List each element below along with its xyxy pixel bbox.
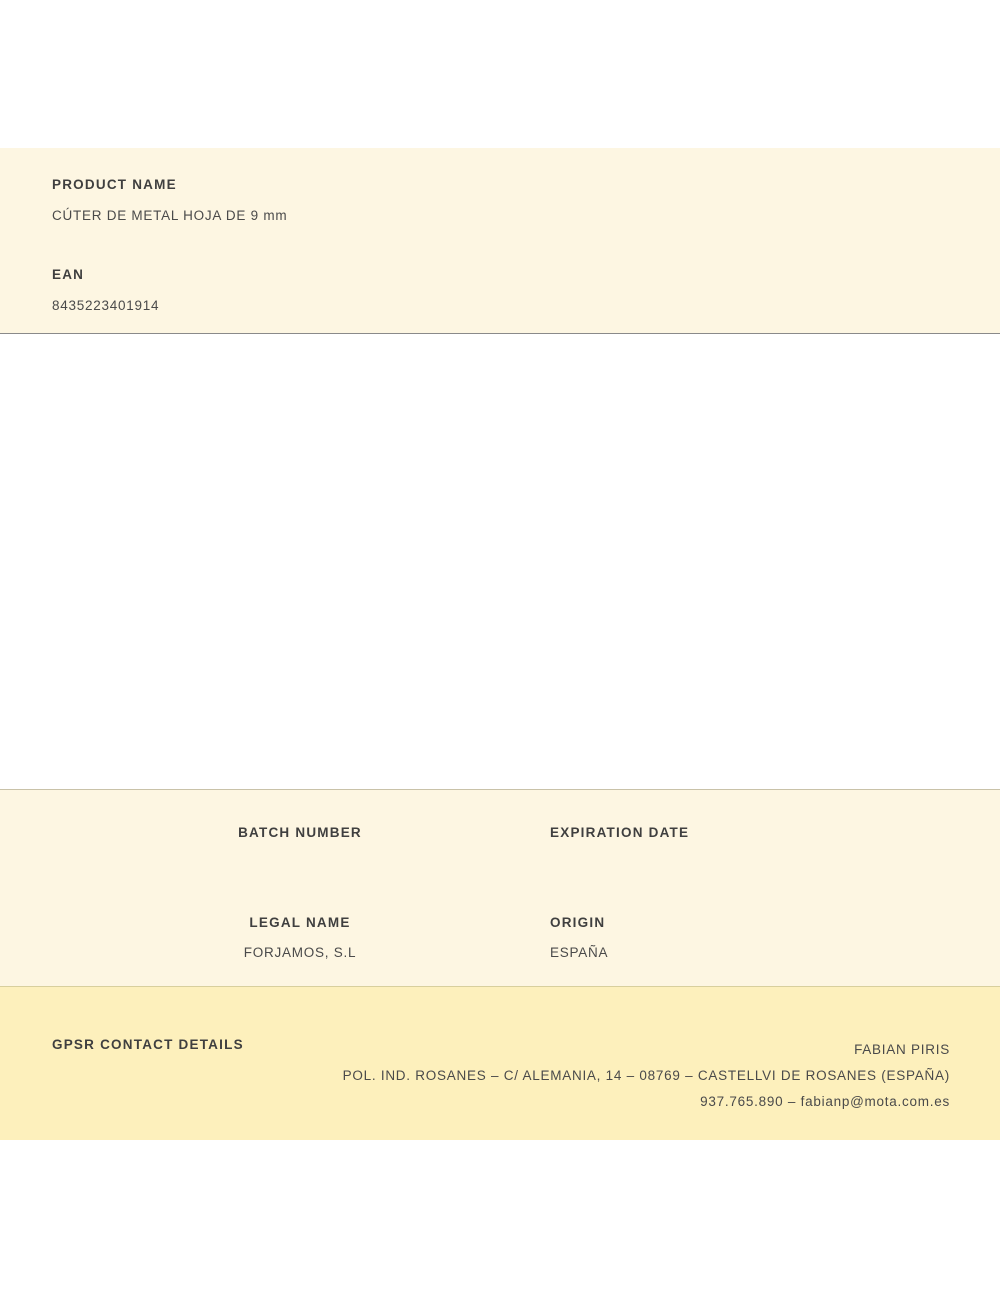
gpsr-address: POL. IND. ROSANES – C/ ALEMANIA, 14 – 08769 – CASTELLVI DE ROSANES (ESPAÑA)	[342, 1068, 950, 1083]
bottom-whitespace	[0, 1140, 1000, 1300]
product-name-value: CÚTER DE METAL HOJA DE 9 mm	[52, 208, 288, 223]
origin-field	[550, 915, 850, 960]
gpsr-contact-person: FABIAN PIRIS	[854, 1042, 950, 1057]
ean-label: EAN	[52, 267, 85, 282]
product-details-panel	[0, 148, 1000, 334]
origin-value: ESPAÑA	[550, 945, 609, 960]
legal-name-label: LEGAL NAME	[249, 915, 351, 930]
gpsr-contact-panel	[0, 986, 1000, 1140]
legal-name-field	[150, 915, 450, 960]
batch-number-label: BATCH NUMBER	[238, 825, 362, 840]
gpsr-contact-lines	[343, 1037, 950, 1115]
legal-name-value: FORJAMOS, S.L	[243, 945, 357, 960]
ean-value: 8435223401914	[52, 298, 160, 313]
origin-label: ORIGIN	[550, 915, 606, 930]
expiration-date-label: EXPIRATION DATE	[550, 825, 690, 840]
gpsr-contact-label: GPSR CONTACT DETAILS	[52, 1037, 244, 1052]
gpsr-phone-email: 937.765.890 – fabianp@mota.com.es	[700, 1094, 950, 1109]
top-whitespace	[0, 0, 1000, 148]
batch-number-field	[150, 825, 450, 855]
expiration-date-field	[550, 825, 850, 855]
product-name-label: PRODUCT NAME	[52, 177, 177, 192]
manufacturing-details-panel	[0, 789, 1000, 986]
blank-content-area	[0, 334, 1000, 789]
